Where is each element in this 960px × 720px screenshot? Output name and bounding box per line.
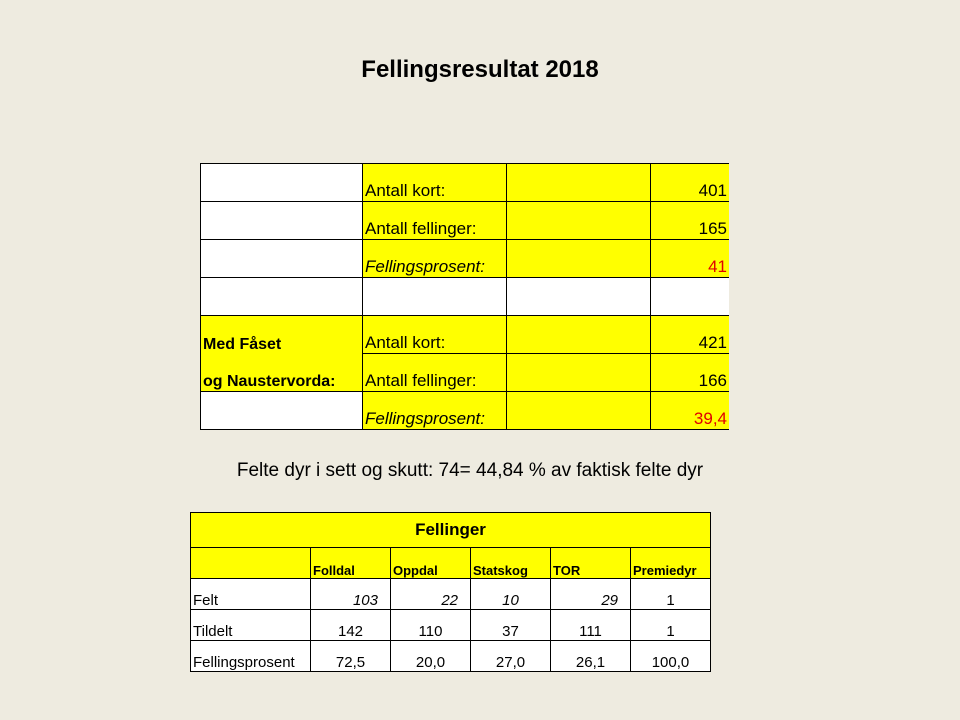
- summary-table: [200, 163, 729, 430]
- column-header: Premiedyr: [631, 548, 711, 579]
- table-row: [201, 354, 730, 392]
- row-value: 421: [651, 316, 730, 354]
- row-label: [201, 164, 363, 202]
- row-label: Felt: [191, 579, 311, 610]
- cell-statskog: 10: [471, 579, 551, 610]
- row-label: [201, 392, 363, 430]
- cell-tor: 29: [551, 579, 631, 610]
- row-value: 41: [651, 240, 730, 278]
- table-row: [201, 316, 730, 354]
- row-value: 39,4: [651, 392, 730, 430]
- table-row: [201, 202, 730, 240]
- table-row: [201, 278, 730, 316]
- table-row: [191, 579, 711, 610]
- column-header: Folldal: [311, 548, 391, 579]
- table-row: [191, 641, 711, 672]
- row-empty: [507, 392, 651, 430]
- row-empty: [507, 278, 651, 316]
- cell-premiedyr: 1: [631, 610, 711, 641]
- cell-folldal: 142: [311, 610, 391, 641]
- cell-folldal: 72,5: [311, 641, 391, 672]
- column-header-row: [191, 548, 711, 579]
- table-row: [201, 164, 730, 202]
- row-empty: [507, 202, 651, 240]
- row-value: 401: [651, 164, 730, 202]
- row-key: Antall fellinger:: [363, 202, 507, 240]
- column-header: Oppdal: [391, 548, 471, 579]
- column-header: TOR: [551, 548, 631, 579]
- row-key: Antall fellinger:: [363, 354, 507, 392]
- cell-tor: 111: [551, 610, 631, 641]
- row-label: Tildelt: [191, 610, 311, 641]
- column-header: [191, 548, 311, 579]
- page-title: Fellingsresultat 2018: [361, 56, 599, 83]
- row-label: og Naustervorda:: [201, 354, 363, 392]
- row-key: Fellingsprosent:: [363, 392, 507, 430]
- row-label: Fellingsprosent: [191, 641, 311, 672]
- cell-statskog: 27,0: [471, 641, 551, 672]
- row-label: [201, 202, 363, 240]
- row-value: [651, 278, 730, 316]
- cell-tor: 26,1: [551, 641, 631, 672]
- row-label: Med Fåset: [201, 316, 363, 354]
- cell-premiedyr: 1: [631, 579, 711, 610]
- row-key: Fellingsprosent:: [363, 240, 507, 278]
- table-header-row: [191, 513, 711, 548]
- table-row: [201, 240, 730, 278]
- row-key: Antall kort:: [363, 316, 507, 354]
- cell-oppdal: 110: [391, 610, 471, 641]
- cell-oppdal: 22: [391, 579, 471, 610]
- table-row: [191, 610, 711, 641]
- row-value: 166: [651, 354, 730, 392]
- row-empty: [507, 164, 651, 202]
- row-empty: [507, 240, 651, 278]
- cell-oppdal: 20,0: [391, 641, 471, 672]
- cell-folldal: 103: [311, 579, 391, 610]
- column-header: Statskog: [471, 548, 551, 579]
- row-key: Antall kort:: [363, 164, 507, 202]
- cell-statskog: 37: [471, 610, 551, 641]
- row-label: [201, 278, 363, 316]
- row-empty: [507, 316, 651, 354]
- table-row: [201, 392, 730, 430]
- cell-premiedyr: 100,0: [631, 641, 711, 672]
- note-text: Felte dyr i sett og skutt: 74= 44,84 % av faktisk felte dyr: [236, 460, 704, 481]
- fellinger-table: [190, 512, 711, 672]
- row-label: [201, 240, 363, 278]
- row-key: [363, 278, 507, 316]
- row-value: 165: [651, 202, 730, 240]
- row-empty: [507, 354, 651, 392]
- table-title: Fellinger: [191, 513, 711, 548]
